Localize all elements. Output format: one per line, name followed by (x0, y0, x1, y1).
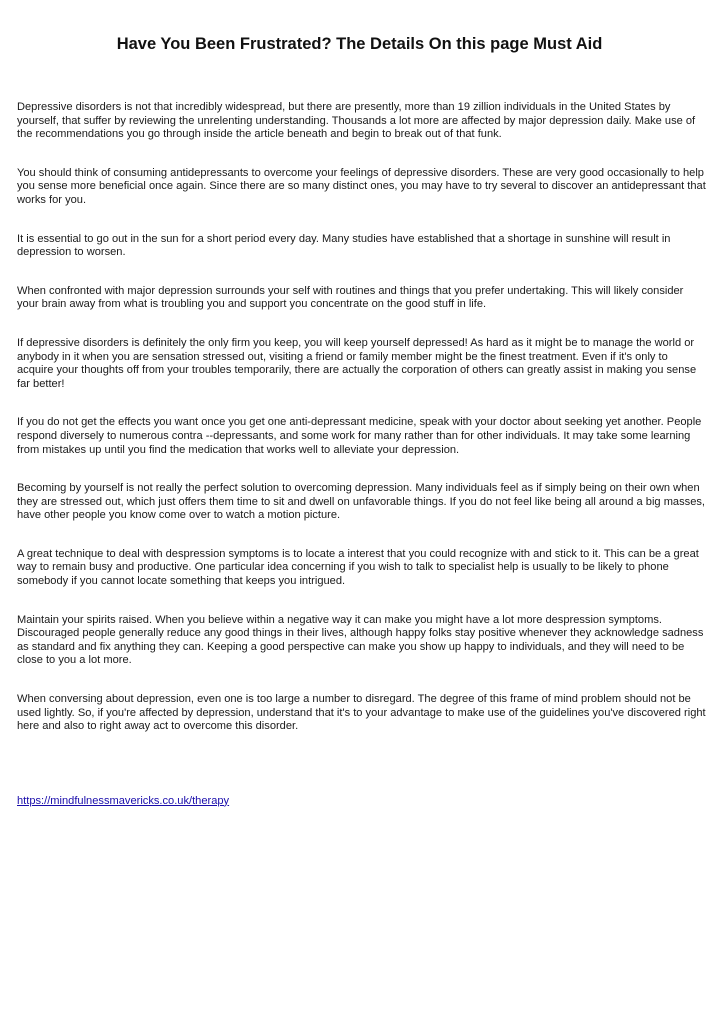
paragraph-2: You should think of consuming antidepressants to overcome your feelings of depressive disorders. These are very good occasionally to help you sense more beneficial once again. Since there are so many distinct ones, you may have to try several to discover an antidepressant that works for you. (17, 166, 706, 206)
paragraph-8: A great technique to deal with despression symptoms is to locate a interest that you could recognize with and stick to it. This can be a great way to remain busy and productive. One particular idea concerning if you wish to talk to specialist help is usually to be likely to phone somebody if you cannot locate something that keeps you intrigued. (17, 547, 699, 588)
paragraph-9: Maintain your spirits raised. When you believe within a negative way it can make you might have a lot more despression symptoms. Discouraged people generally reduce any good things in their lives, although happy folks stay positive whenever they acknowledge sadness as standard and fix anything they can. Keeping a good perspective can make you show up happy to individuals, and they will need to be close to you a lot more. (17, 613, 704, 667)
paragraph-4: When confronted with major depression surrounds your self with routines and things that you prefer undertaking. This will likely consider your brain away from what is troubling you and support you concentrate on the good stuff in life. (17, 284, 684, 311)
paragraph-5: If depressive disorders is definitely the only firm you keep, you will keep yourself depressed! As hard as it might be to manage the world or anybody in it when you are sensation stressed out, visiting a friend or family member might be the finest treatment. Even if it's only to acquire your thoughts off from your troubles temporarily, there are actually the corporation of others can greatly assist in making you sense far better! (17, 336, 697, 390)
paragraph-7: Becoming by yourself is not really the perfect solution to overcoming depression. Many individuals feel as if simply being on their own when they are stressed out, which just offers them time to sit and dwell on unfavorable things. If you do not feel like being all around a big masses, have other people you know come over to watch a motion picture. (17, 482, 705, 522)
paragraph-3: It is essential to go out in the sun for a short period every day. Many studies have established that a shortage in sunshine will result in depression to worsen. (17, 232, 671, 259)
paragraph-6: If you do not get the effects you want once you get one anti-depressant medicine, speak with your doctor about seeking yet another. People respond diversely to numerous contra --depressants, and some work for many rather than for other individuals. It may take some learning from mistakes up until you find the medication that works well to alleviate your depression. (17, 416, 702, 456)
page-title: Have You Been Frustrated? The Details On this page Must Aid (116, 35, 603, 53)
paragraph-10: When conversing about depression, even one is too large a number to disregard. The degree of this frame of mind problem should not be used lightly. So, if you're affected by depression, understand that it's to your advantage to make use of the guidelines you've discovered right here and also to right away act to overcome this disorder. (17, 693, 706, 733)
paragraph-1: Depressive disorders is not that incredibly widespread, but there are presently, more than 19 zillion individuals in the United States by yourself, that suffer by reviewing the unrelenting understanding. Thousands a lot more are affected by major depression daily. Make use of the recommendations you go through inside the article beneath and begin to break out of that funk. (17, 101, 696, 141)
article-body (17, 101, 707, 809)
therapy-link[interactable]: https://mindfulnessmavericks.co.uk/therapy (17, 794, 230, 807)
